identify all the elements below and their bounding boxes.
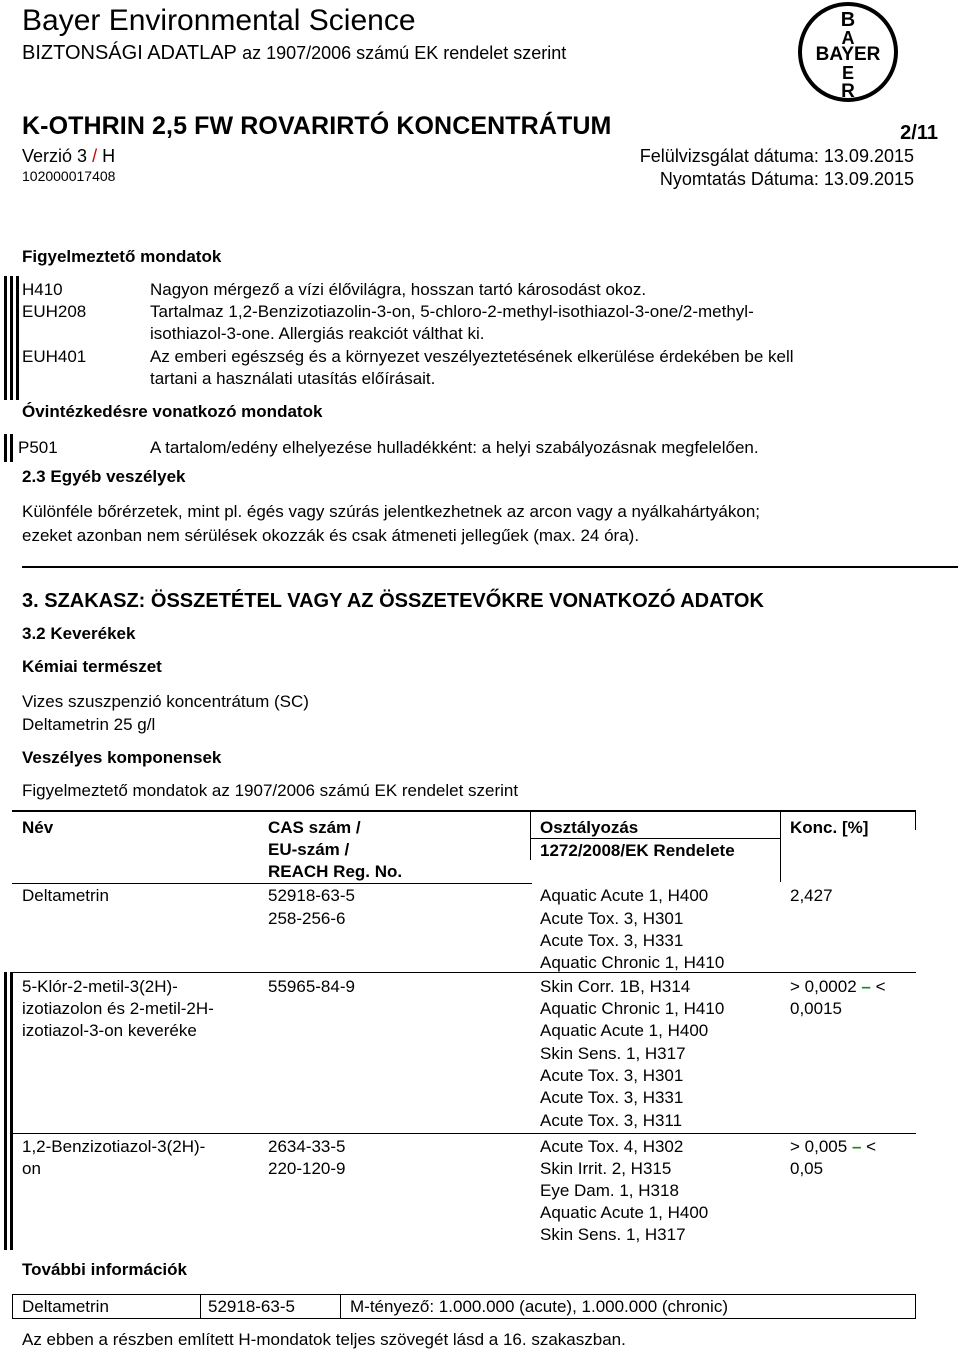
component-class: Acute Tox. 3, H331 (540, 1088, 684, 1107)
other-hazards-text: ezeket azonban nem sérülések okozzák és csak átmeneti jellegűek (max. 24 óra). (22, 526, 640, 545)
version-separator: / (92, 146, 98, 166)
header-concentration: Konc. [%] (790, 818, 869, 837)
hazard-text: Tartalmaz 1,2-Benzizotiazolin-3-on, 5-chloro-2-methyl-isothiazol-3-one/2-methyl- (150, 302, 754, 321)
section-divider (22, 566, 958, 568)
logo-letter-a: A (841, 28, 855, 48)
version-number: 3 (77, 146, 88, 166)
table-border (340, 1294, 341, 1319)
component-concentration (790, 1136, 876, 1158)
hazard-code: H410 (22, 280, 63, 299)
version-info (22, 146, 115, 167)
further-info-title: További információk (22, 1260, 187, 1279)
change-bar (10, 972, 13, 1250)
row-divider (12, 883, 532, 884)
table-border (200, 1294, 201, 1319)
component-class: Skin Irrit. 2, H315 (540, 1159, 672, 1178)
header-classification: Osztályozás (540, 818, 639, 837)
component-cas: 2634-33-5 (268, 1137, 346, 1156)
component-eu: 220-120-9 (268, 1159, 346, 1178)
print-date (660, 169, 914, 190)
component-class: Acute Tox. 3, H311 (540, 1111, 683, 1130)
revision-date (640, 146, 914, 167)
other-hazards-title: 2.3 Egyéb veszélyek (22, 467, 186, 486)
component-class: Acute Tox. 3, H331 (540, 931, 684, 950)
print-date-value: 13.09.2015 (823, 169, 914, 189)
component-name: on (22, 1159, 41, 1178)
precautionary-title: Óvintézkedésre vonatkozó mondatok (22, 402, 323, 421)
component-class: Acute Tox. 3, H301 (540, 909, 684, 928)
table-border (12, 1294, 13, 1319)
logo-letter-e: E (841, 63, 855, 83)
further-info-name: Deltametrin (22, 1297, 109, 1316)
column-divider (915, 810, 916, 830)
component-name: izotiazol-3-on keveréke (22, 1021, 197, 1040)
component-class: Aquatic Acute 1, H400 (540, 886, 709, 905)
chem-nature-line: Vizes szuszpenzió koncentrátum (SC) (22, 692, 309, 711)
component-class: Eye Dam. 1, H318 (540, 1181, 679, 1200)
bayer-logo (796, 0, 900, 104)
revision-label: Felülvizsgálat dátuma: (639, 146, 819, 166)
further-info-note: Az ebben a részben említett H-mondatok teljes szövegét lásd a 16. szakaszban. (22, 1330, 626, 1349)
hazard-code: EUH208 (22, 302, 87, 321)
row-divider (12, 1133, 916, 1134)
document-id: 102000017408 (22, 168, 116, 184)
further-info-mfactor: M-tényező: 1.000.000 (acute), 1.000.000 (chronic) (350, 1297, 728, 1316)
component-class: Aquatic Acute 1, H400 (540, 1021, 709, 1040)
component-concentration (790, 976, 886, 998)
component-class: Skin Sens. 1, H317 (540, 1225, 686, 1244)
component-concentration: 2,427 (790, 886, 833, 905)
hazardous-components-title: Veszélyes komponensek (22, 748, 222, 767)
logo-letter-r: R (841, 81, 855, 102)
component-cas: 55965-84-9 (268, 977, 355, 996)
component-name: 1,2-Benzizotiazol-3(2H)- (22, 1137, 206, 1156)
change-bar (10, 276, 13, 400)
conc-range-dash: – (861, 977, 871, 996)
chem-nature-title: Kémiai természet (22, 657, 162, 676)
change-bar (4, 972, 7, 1250)
component-eu: 258-256-6 (268, 909, 346, 928)
hazard-text: Nagyon mérgező a vízi élővilágra, hosszan tartó károsodást okoz. (150, 280, 647, 299)
component-class: Aquatic Chronic 1, H410 (540, 999, 725, 1018)
component-name: Deltametrin (22, 886, 109, 905)
change-bar (4, 276, 7, 400)
section3-title: 3. SZAKASZ: ÖSSZETÉTEL VAGY AZ ÖSSZETEVŐKRE VONATKOZÓ ADATOK (22, 590, 764, 612)
change-bar (4, 434, 7, 462)
hazard-text: isothiazol-3-one. Allergiás reakciót válthat ki. (150, 324, 485, 343)
hazardous-components-subtitle: Figyelmeztető mondatok az 1907/2006 számú EK rendelet szerint (22, 781, 519, 800)
logo-letter-b: B (840, 9, 856, 31)
component-class: Skin Corr. 1B, H314 (540, 977, 691, 996)
precautionary-text: A tartalom/edény elhelyezése hulladékként: a helyi szabályozásnak megfelelően. (150, 438, 759, 457)
logo-horizontal-text: BAYER (815, 44, 881, 65)
table-border (915, 1294, 916, 1319)
product-name: K-OTHRIN 2,5 FW ROVARIRTÓ KONCENTRÁTUM (22, 112, 612, 140)
conc-lower: > 0,0002 (790, 977, 857, 996)
component-class: Acute Tox. 3, H301 (540, 1066, 684, 1085)
component-name: izotiazolon és 2-metil-2H- (22, 999, 214, 1018)
doc-type-label: BIZTONSÁGI ADATLAP (22, 42, 237, 64)
component-class: Skin Sens. 1, H317 (540, 1044, 686, 1063)
conc-lower: > 0,005 (790, 1137, 848, 1156)
doc-regulation: az 1907/2006 számú EK rendelet szerint (242, 43, 567, 63)
version-label: Verzió (22, 146, 73, 166)
column-divider (530, 810, 531, 860)
table-border-top (12, 1294, 916, 1295)
header-cas: CAS szám / (268, 818, 361, 837)
revision-date-value: 13.09.2015 (823, 146, 914, 166)
header-regulation: 1272/2008/EK Rendelete (540, 841, 735, 860)
version-language: H (102, 146, 116, 166)
conc-less-than: < (866, 1137, 877, 1156)
change-bar (16, 276, 19, 400)
bayer-cross-logo (796, 0, 900, 104)
table-border-bottom (12, 1318, 916, 1319)
other-hazards-text: Különféle bőrérzetek, mint pl. égés vagy szúrás jelentkezhetnek az arcon vagy a nyálkahártyákon; (22, 502, 761, 521)
header-name: Név (22, 818, 54, 837)
hazard-statements-title: Figyelmeztető mondatok (22, 247, 222, 266)
component-cas: 52918-63-5 (268, 886, 355, 905)
page-number: 2/11 (900, 122, 938, 144)
component-name: 5-Klór-2-metil-3(2H)- (22, 977, 178, 996)
chem-nature-line: Deltametrin 25 g/l (22, 715, 156, 734)
header-eu: EU-szám / (268, 840, 350, 859)
hazard-code: EUH401 (22, 347, 87, 366)
row-divider (12, 972, 916, 973)
document-type (22, 42, 566, 65)
change-bar (10, 434, 13, 462)
print-label: Nyomtatás Dátuma: (659, 169, 819, 189)
component-concentration-upper: 0,0015 (790, 999, 842, 1018)
hazard-text: Az emberi egészség és a környezet veszélyeztetésének elkerülése érdekében be kell (150, 347, 794, 366)
conc-less-than: < (875, 977, 886, 996)
header-class-divider (530, 838, 780, 839)
column-divider (780, 810, 781, 882)
component-class: Aquatic Chronic 1, H410 (540, 953, 725, 972)
header-reach: REACH Reg. No. (268, 862, 403, 881)
component-class: Acute Tox. 4, H302 (540, 1137, 684, 1156)
component-concentration-upper: 0,05 (790, 1159, 824, 1178)
hazard-text: tartani a használati utasítás előírásait. (150, 369, 436, 388)
component-class: Aquatic Acute 1, H400 (540, 1203, 709, 1222)
section3-subtitle: 3.2 Keverékek (22, 624, 136, 643)
company-name: Bayer Environmental Science (22, 4, 416, 37)
conc-range-dash: – (851, 1137, 862, 1156)
further-info-cas: 52918-63-5 (208, 1297, 295, 1316)
precautionary-code: P501 (18, 438, 58, 457)
